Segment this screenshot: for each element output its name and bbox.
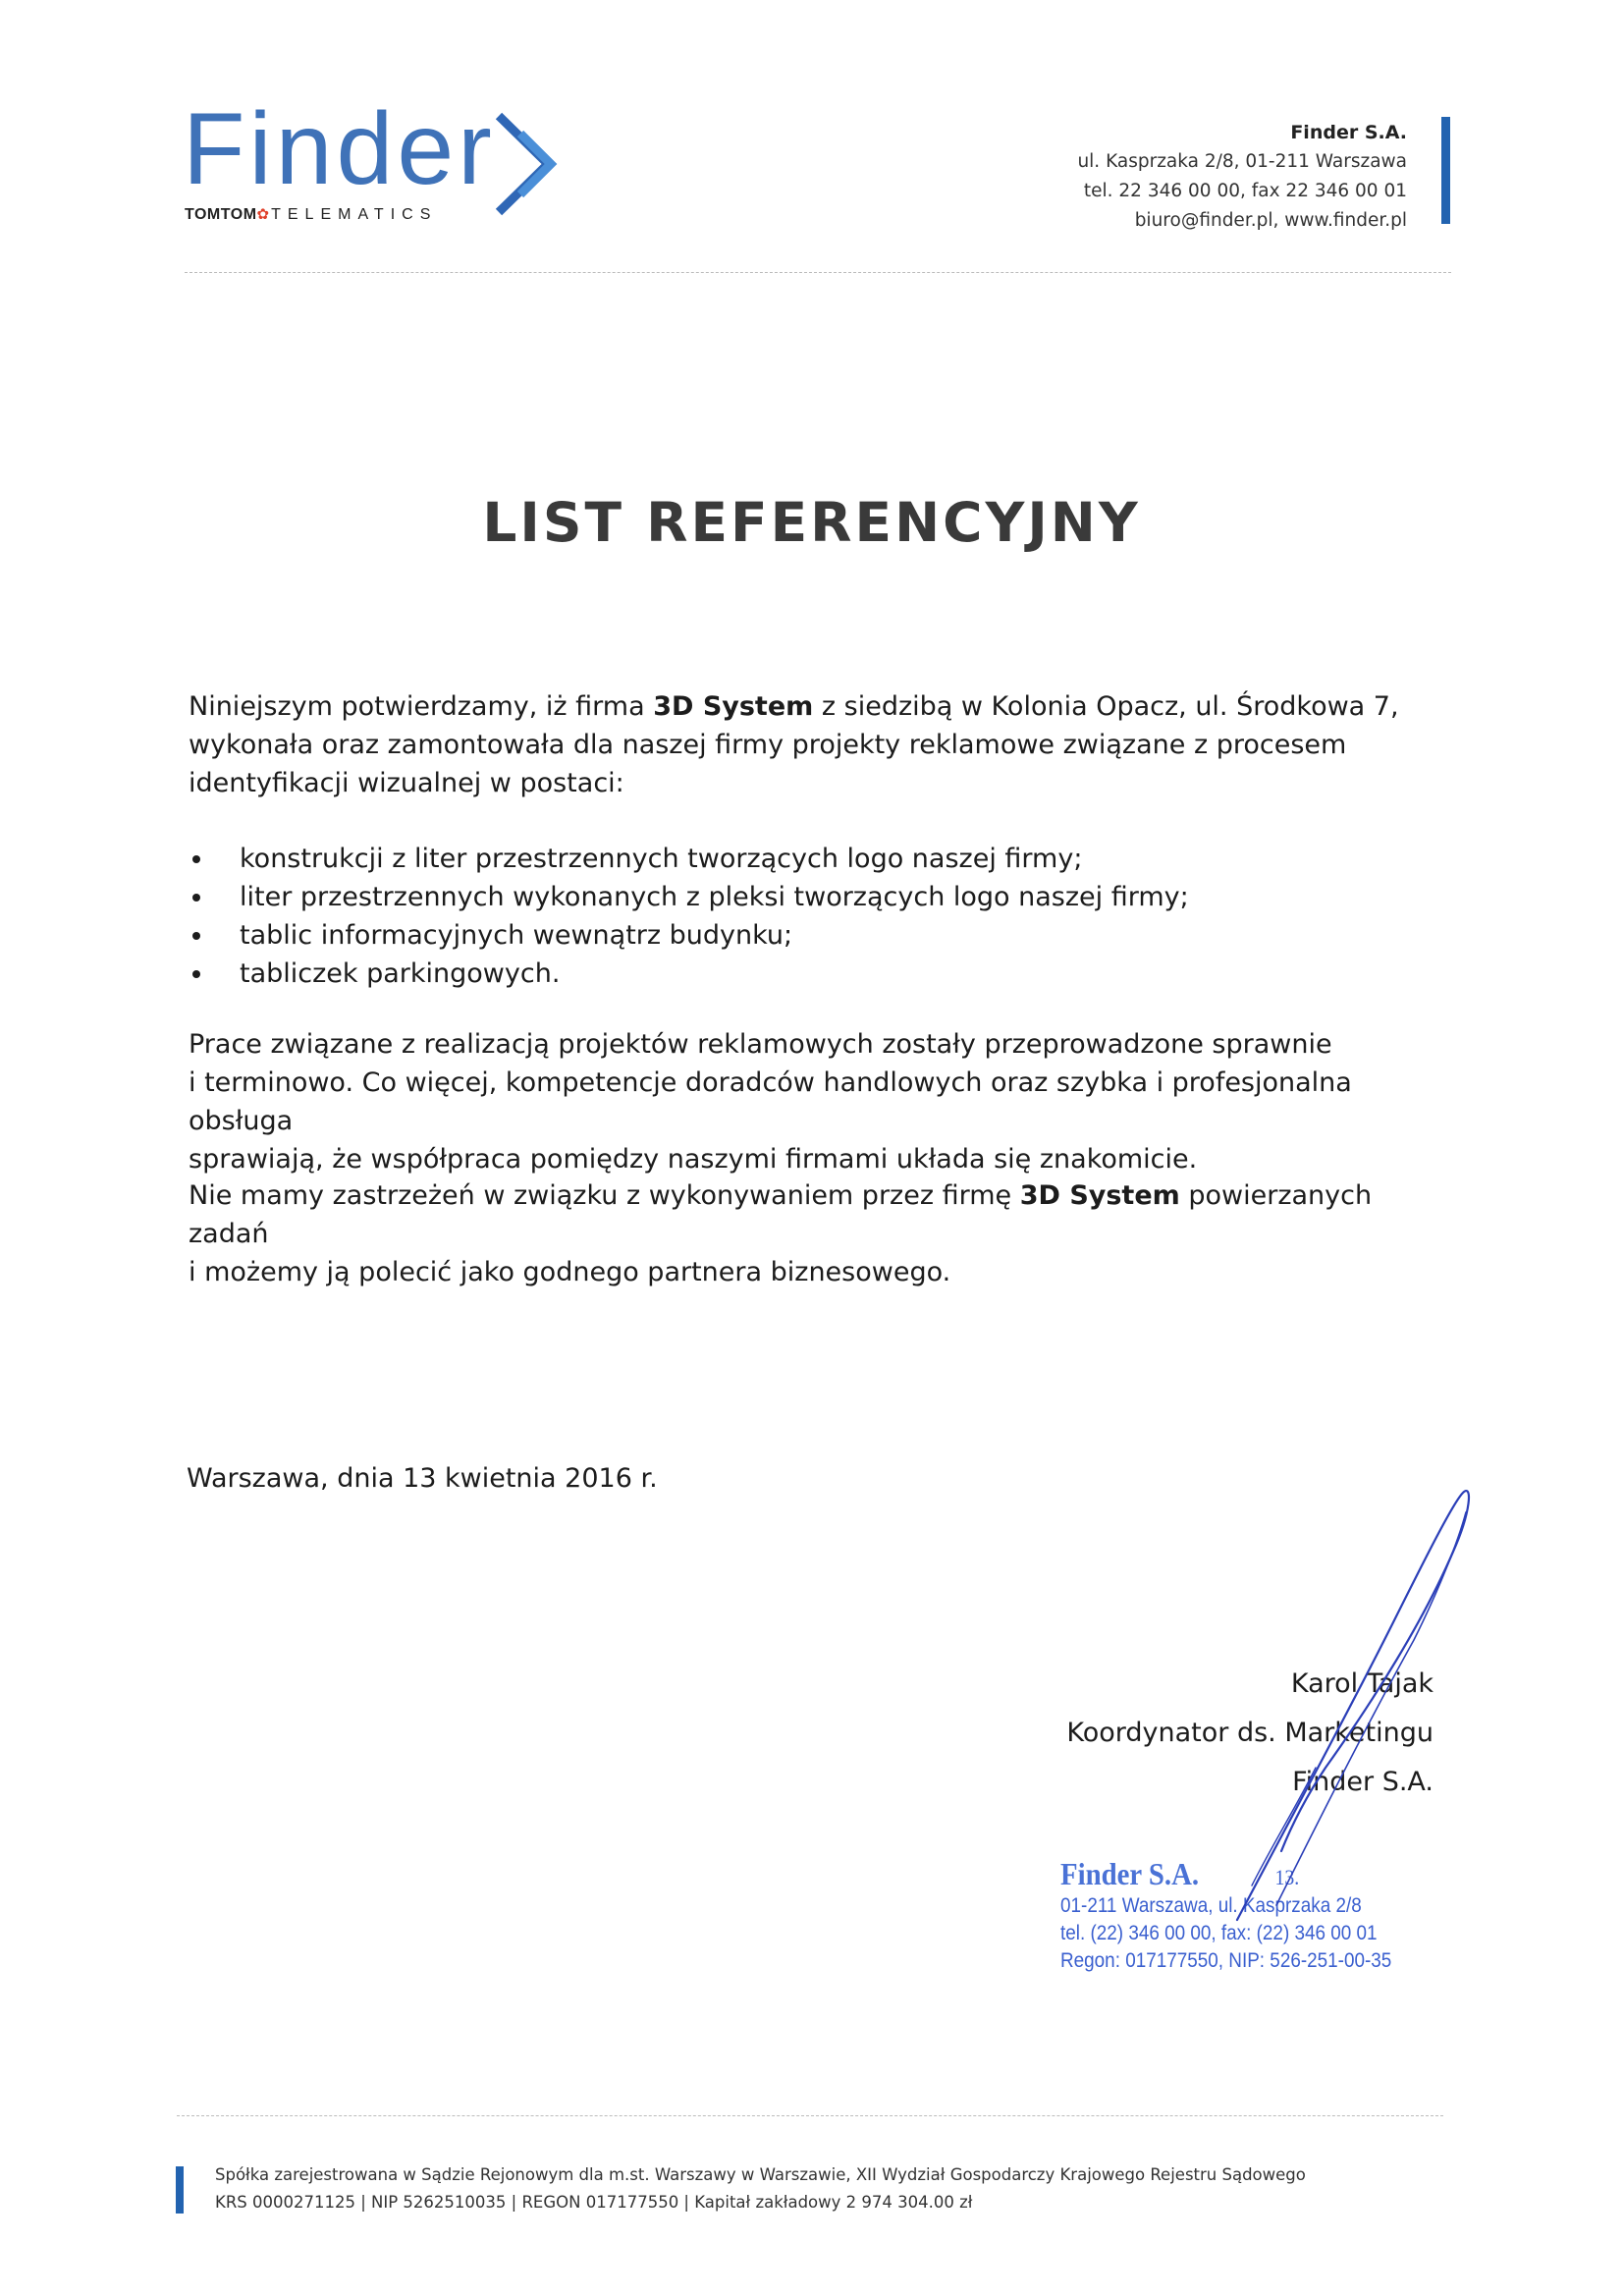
paragraph-intro bbox=[189, 687, 1445, 802]
header-divider bbox=[185, 272, 1451, 273]
paragraph-recommendation-line1 bbox=[189, 1176, 1445, 1253]
footer-line-ids: KRS 0000271125 | NIP 5262510035 | REGON 017177550 | Kapitał zakładowy 2 974 304.00 zł bbox=[215, 2193, 973, 2212]
text-run: Niniejszym potwierdzamy, iż firma bbox=[189, 691, 654, 722]
footer-registration-info bbox=[215, 2161, 1306, 2216]
stamp-number: 13. bbox=[1274, 1865, 1300, 1889]
document-title: LIST REFERENCYJNY bbox=[482, 491, 1141, 554]
company-3d-system: 3D System bbox=[1019, 1180, 1180, 1211]
stamp-phone-fax: tel. (22) 346 00 00, fax: (22) 346 00 01 bbox=[1060, 1922, 1378, 1944]
company-email-web: biuro@finder.pl, www.finder.pl bbox=[1134, 210, 1407, 231]
list-item: tablic informacyjnych wewnątrz budynku; bbox=[189, 916, 1189, 955]
company-name: Finder S.A. bbox=[1290, 122, 1407, 143]
company-3d-system: 3D System bbox=[653, 691, 814, 722]
finder-logo-chevrons-icon bbox=[495, 110, 569, 218]
company-address-block bbox=[1077, 118, 1407, 236]
text-run: z siedzibą w Kolonia Opacz, ul. Środkowa 7, bbox=[813, 691, 1399, 722]
company-phone-fax: tel. 22 346 00 00, fax 22 346 00 01 bbox=[1083, 181, 1407, 201]
paragraph-quality-line3: sprawiają, że współpraca pomiędzy naszymi firmami układa się znakomicie. bbox=[189, 1144, 1198, 1175]
header-accent-bar bbox=[1441, 117, 1450, 224]
list-item: liter przestrzennych wykonanych z pleksi tworzących logo naszej firmy; bbox=[189, 878, 1189, 916]
paragraph-quality-line1: Prace związane z realizacją projektów reklamowych zostały przeprowadzone sprawnie bbox=[189, 1029, 1332, 1060]
stamp-address: 01-211 Warszawa, ul. Kasprzaka 2/8 bbox=[1060, 1894, 1362, 1917]
signatory-company: Finder S.A. bbox=[1292, 1767, 1434, 1797]
tomtom-hands-icon: ✿ bbox=[256, 206, 272, 223]
signatory-name: Karol Tajak bbox=[1290, 1668, 1434, 1699]
telematics-label: TELEMATICS bbox=[271, 206, 438, 223]
finder-logo-wordmark: Finder bbox=[183, 92, 496, 206]
stamp-company-name: Finder S.A. bbox=[1060, 1856, 1200, 1891]
paragraph-intro-line3: identyfikacji wizualnej w postaci: bbox=[189, 768, 624, 798]
paragraph-recommendation-line2: i możemy ją polecić jako godnego partnera biznesowego. bbox=[189, 1257, 951, 1287]
paragraph-recommendation bbox=[189, 1176, 1445, 1291]
stamp-regon-nip: Regon: 017177550, NIP: 526-251-00-35 bbox=[1060, 1949, 1392, 1972]
text-run: Nie mamy zastrzeżeń w związku z wykonywaniem przez firmę bbox=[189, 1180, 1020, 1211]
footer-divider bbox=[177, 2115, 1443, 2116]
paragraph-intro-line1 bbox=[189, 687, 1445, 726]
list-item: konstrukcji z liter przestrzennych tworzących logo naszej firmy; bbox=[189, 840, 1189, 878]
scope-bullet-list bbox=[189, 840, 1189, 993]
handwritten-signature bbox=[1178, 1473, 1492, 1925]
tomtom-telematics-logo bbox=[185, 205, 437, 224]
footer-line-court: Spółka zarejestrowana w Sądzie Rejonowym dla m.st. Warszawy w Warszawie, XII Wydział Gospodarczy Krajowego Rejestru Sądowego bbox=[215, 2165, 1306, 2184]
place-and-date: Warszawa, dnia 13 kwietnia 2016 r. bbox=[187, 1463, 658, 1494]
paragraph-quality-line2: i terminowo. Co więcej, kompetencje doradców handlowych oraz szybka i profesjonalna obsługa bbox=[189, 1067, 1352, 1136]
company-address: ul. Kasprzaka 2/8, 01-211 Warszawa bbox=[1077, 151, 1407, 172]
footer-accent-bar bbox=[176, 2166, 184, 2214]
paragraph-quality bbox=[189, 1025, 1445, 1178]
list-item: tabliczek parkingowych. bbox=[189, 955, 1189, 993]
paragraph-intro-line2: wykonała oraz zamontowała dla naszej firmy projekty reklamowe związane z procesem bbox=[189, 730, 1347, 760]
text-run: powierzanych zadań bbox=[189, 1180, 1373, 1249]
signatory-position: Koordynator ds. Marketingu bbox=[1066, 1718, 1434, 1748]
tomtom-label: TOMTOM bbox=[185, 206, 257, 223]
